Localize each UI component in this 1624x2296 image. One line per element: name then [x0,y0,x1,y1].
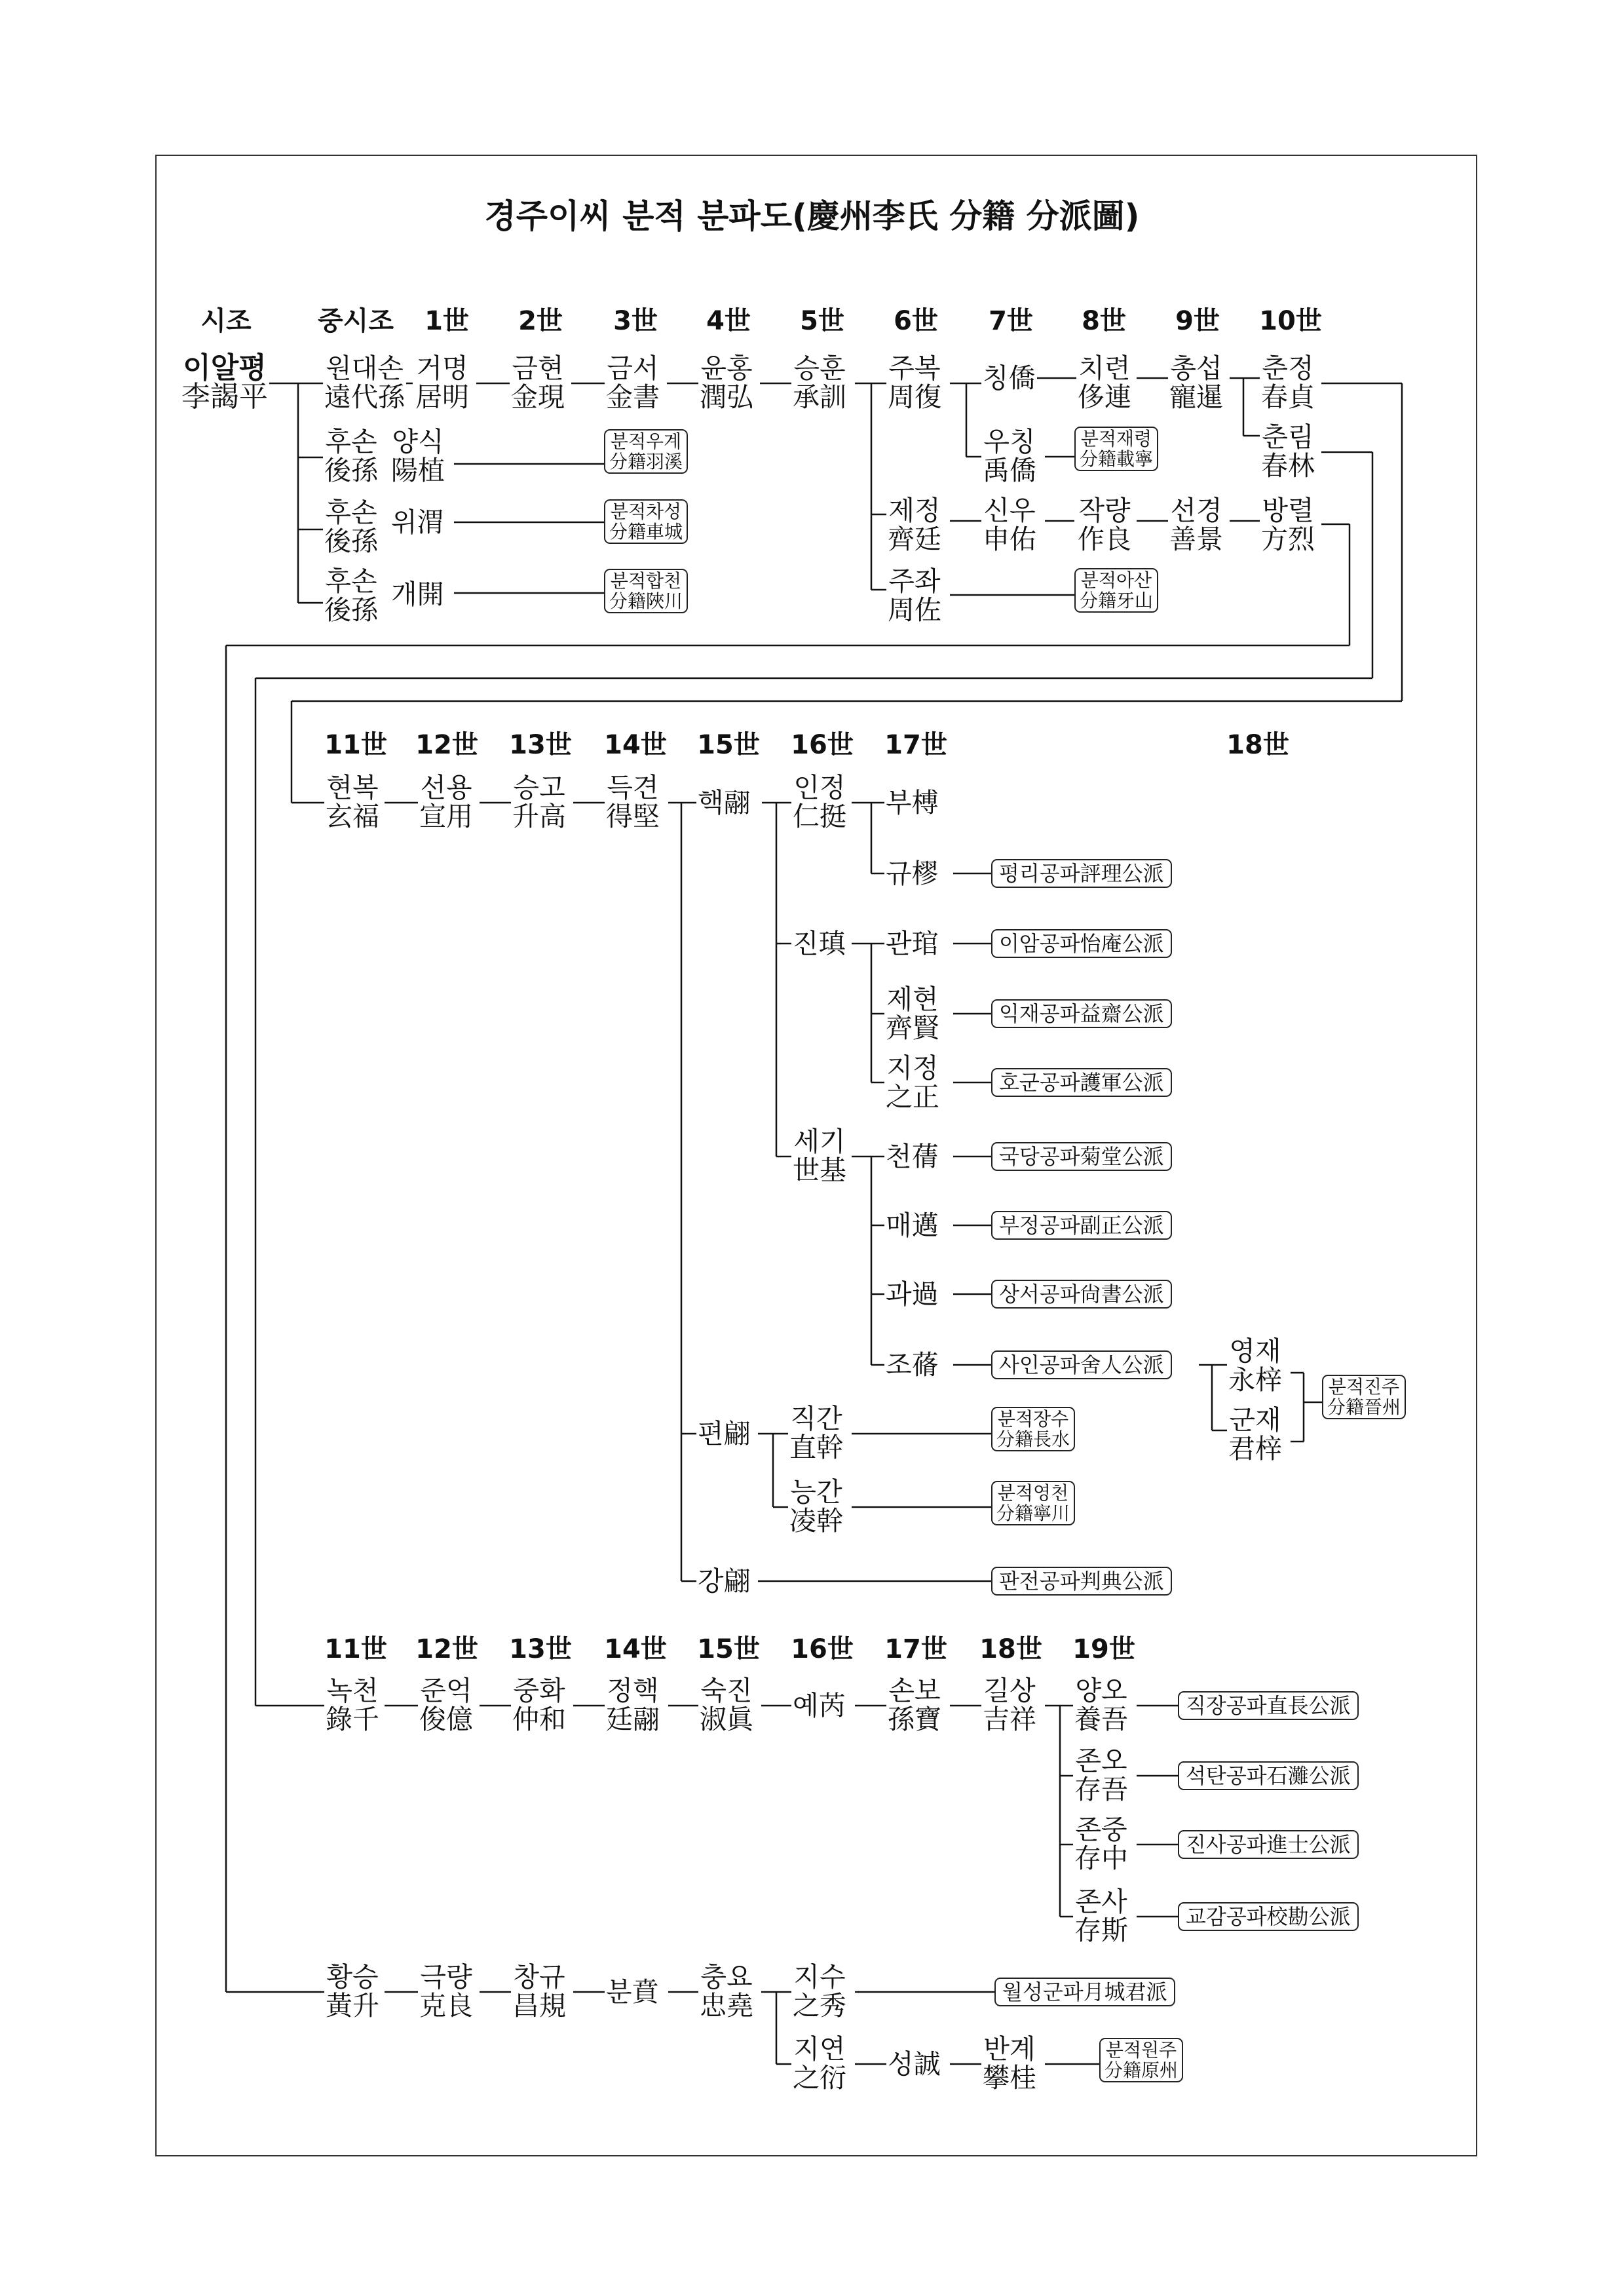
person-node: 승고 升高 [512,772,566,832]
person-node: 준억 俊億 [419,1675,473,1735]
person-node: 존오 存吾 [1074,1745,1128,1805]
header-gen-18: 18世 [1226,730,1289,760]
header-gen-5: 5世 [800,306,844,336]
person-node: 손보 孫寶 [888,1675,941,1735]
person-node: 현복 玄福 [326,772,379,832]
person-node: 충요 忠堯 [700,1961,753,2021]
person-node: 규樛 [886,858,939,889]
person-node: 윤홍 潤弘 [700,353,753,413]
person-node: 길상 吉祥 [983,1675,1036,1735]
person-node: 거명 居明 [415,353,469,413]
person-node: 방렬 方烈 [1261,495,1315,555]
branch-box: 진사공파進士公派 [1178,1830,1359,1859]
person-node: 핵翮 [698,787,751,818]
page-title: 경주이씨 분적 분파도(慶州李氏 分籍 分派圖) [484,197,1140,235]
header-gen-13: 13世 [509,1634,572,1664]
person-node: 득견 得堅 [606,772,660,832]
person-node: 칭僑 [983,362,1036,394]
person-node: 제현 齊賢 [886,984,939,1044]
header-gen-17: 17世 [884,730,947,760]
branch-box: 석탄공파石灘公派 [1178,1761,1359,1790]
person-node: 승훈 承訓 [793,353,846,413]
person-node: 선경 善景 [1169,495,1223,555]
person-node: 금현 金現 [511,353,565,413]
person-node: 주복 周復 [888,353,941,413]
person-node: 반계 攀桂 [983,2033,1036,2094]
person-node: 주좌 周佐 [888,565,941,626]
person-node: 관琯 [886,928,939,959]
branch-box: 분적진주 分籍晉州 [1322,1375,1406,1419]
branch-box: 이암공파怡庵公派 [991,929,1172,958]
person-node: 조蓨 [886,1349,939,1381]
person-node: 치련 侈連 [1078,353,1131,413]
branch-box: 국당공파菊堂公派 [991,1142,1172,1171]
person-node: 군재 君梓 [1228,1404,1282,1464]
person-node: 중화 仲和 [512,1675,566,1735]
person-node: 양식 陽植 [391,426,445,486]
person-node: 총섭 寵暹 [1169,353,1223,413]
header-gen-17: 17世 [884,1634,947,1664]
person-node: 후손 後孫 [324,497,378,557]
header-gen-16: 16世 [791,1634,854,1664]
person-node: 숙진 淑眞 [700,1675,753,1735]
person-node: 황승 黃升 [326,1961,379,2021]
header-gen-13: 13世 [509,730,572,760]
header-jungsijo: 중시조 [318,306,394,336]
person-node: 선용 宣用 [419,772,473,832]
person-node: 지연 之衍 [793,2033,846,2094]
person-node: 개開 [391,579,444,610]
branch-box: 익재공파益齋公派 [991,999,1172,1028]
branch-box: 분적차성 分籍車城 [604,499,688,544]
branch-box: 분적장수 分籍長水 [991,1407,1075,1451]
branch-box: 판전공파判典公派 [991,1567,1172,1596]
header-gen-10: 10世 [1259,306,1322,336]
header-gen-3: 3世 [613,306,658,336]
person-node: 춘림 春林 [1261,421,1315,482]
header-gen-7: 7世 [989,306,1033,336]
branch-box: 분적영천 分籍寧川 [991,1481,1075,1525]
person-node: 세기 世基 [793,1126,846,1186]
person-node: 성誠 [888,2048,941,2080]
person-node: 진瑱 [793,928,846,959]
header-gen-12: 12世 [415,730,478,760]
header-gen-11: 11世 [324,730,387,760]
person-node: 천蒨 [886,1141,939,1172]
header-gen-15: 15世 [697,1634,760,1664]
branch-box: 분적재령 分籍載寧 [1074,427,1158,471]
person-node: 존사 存斯 [1074,1886,1128,1946]
person-node: 예芮 [793,1690,846,1721]
person-node: 능간 凌幹 [789,1476,843,1537]
person-node: 후손 後孫 [324,565,378,626]
branch-box: 분적우계 分籍羽溪 [604,429,688,474]
branch-box: 평리공파評理公派 [991,859,1172,888]
header-gen-14: 14世 [604,1634,667,1664]
branch-box: 상서공파尙書公派 [991,1280,1172,1309]
person-node: 극량 克良 [419,1961,473,2021]
branch-box: 월성군파月城君派 [994,1978,1175,2006]
person-node: 제정 齊廷 [888,495,941,555]
person-node: 후손 後孫 [324,426,378,486]
person-node: 분賁 [606,1976,659,2008]
header-gen-14: 14世 [604,730,667,760]
header-gen-11: 11世 [324,1634,387,1664]
header-gen-6: 6世 [894,306,938,336]
header-gen-12: 12世 [415,1634,478,1664]
header-gen-8: 8世 [1082,306,1126,336]
branch-box: 교감공파校勘公派 [1178,1902,1359,1931]
header-gen-15: 15世 [697,730,760,760]
person-node: 이알평 李謁平 [181,351,268,413]
person-node: 직간 直幹 [789,1403,843,1463]
branch-box: 부정공파副正公派 [991,1211,1172,1240]
branch-box: 분적아산 分籍牙山 [1074,568,1158,613]
branch-box: 직장공파直長公派 [1178,1691,1359,1720]
person-node: 위渭 [391,507,444,538]
header-gen-16: 16世 [791,730,854,760]
person-node: 존중 存中 [1074,1814,1128,1874]
header-gen-9: 9世 [1175,306,1220,336]
person-node: 우칭 禹僑 [983,426,1036,486]
header-gen-18: 18世 [979,1634,1042,1664]
person-node: 과過 [886,1278,939,1310]
person-node: 지정 之正 [886,1052,939,1113]
person-node: 영재 永梓 [1228,1335,1282,1396]
header-gen-2: 2世 [518,306,563,336]
person-node: 강翩 [698,1565,751,1597]
header-sijo: 시조 [200,306,252,336]
person-node: 편翩 [698,1418,751,1449]
person-node: 부榑 [886,787,939,818]
person-node: 신우 申佑 [983,495,1036,555]
person-node: 매邁 [886,1210,939,1241]
person-node: 춘정 春貞 [1261,353,1315,413]
header-gen-4: 4世 [706,306,751,336]
branch-box: 분적합천 分籍陜川 [604,569,688,613]
person-node: 작량 作良 [1078,495,1131,555]
person-node: 창규 昌規 [512,1961,566,2021]
branch-box: 분적원주 分籍原州 [1099,2038,1183,2082]
header-gen-19: 19世 [1072,1634,1135,1664]
person-node: 양오 養吾 [1074,1675,1128,1735]
person-node: 정핵 廷翮 [606,1675,660,1735]
person-node: 원대손 遠代孫 [324,353,405,413]
person-node: 지수 之秀 [793,1961,846,2021]
header-gen-1: 1世 [425,306,469,336]
branch-box: 호군공파護軍公派 [991,1068,1172,1097]
person-node: 녹천 錄千 [326,1675,379,1735]
person-node: 금서 金書 [606,353,660,413]
person-node: 인정 仁挺 [793,772,846,832]
branch-box: 사인공파舍人公派 [991,1350,1172,1379]
